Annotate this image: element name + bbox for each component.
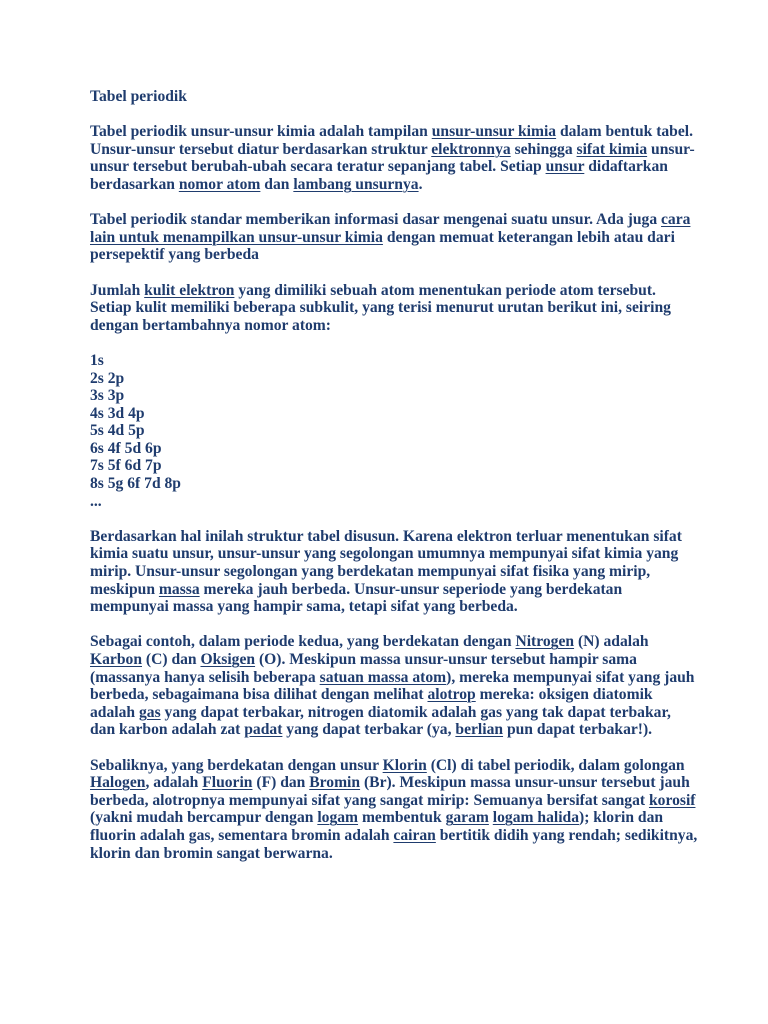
text-run: yang dapat terbakar, nitrogen diatomik adalah gas yang tak dapat terbakar, — [160, 703, 671, 721]
text-line — [90, 370, 690, 388]
text-run: unsur tersebut berubah-ubah secara teratur sepanjang tabel. Setiap — [90, 158, 546, 176]
wiki-link[interactable]: Karbon — [90, 651, 142, 668]
text-run: dengan bertambahnya nomor atom: — [90, 316, 331, 334]
text-run: (O). Meskipun massa unsur-unsur tersebut hampir sama — [255, 651, 637, 668]
wiki-link[interactable]: garam — [445, 809, 489, 827]
text-run: 4s 3d 4p — [90, 404, 145, 422]
wiki-link[interactable]: kulit elektron — [144, 281, 235, 299]
text-line — [90, 176, 690, 194]
text-line — [90, 545, 690, 563]
text-line — [90, 158, 690, 176]
text-line — [90, 229, 690, 247]
text-line — [90, 457, 690, 475]
text-line — [90, 809, 690, 827]
wiki-link[interactable]: Nitrogen — [515, 633, 575, 651]
text-run: mereka jauh berbeda. Unsur-unsur seperiode yang berdekatan — [199, 580, 623, 598]
paragraph — [90, 211, 690, 264]
text-line — [90, 826, 698, 845]
text-line — [90, 845, 690, 863]
text-line — [90, 440, 690, 458]
paragraph — [90, 282, 690, 335]
wiki-link[interactable]: unsur-unsur kimia — [431, 123, 557, 141]
document-page — [90, 88, 698, 880]
text-line — [90, 528, 690, 546]
text-run: dengan memuat keterangan lebih atau dari — [382, 228, 675, 246]
text-run: dalam bentuk tabel. — [556, 123, 694, 141]
wiki-link[interactable]: unsur — [545, 158, 585, 176]
text-line — [90, 686, 690, 704]
text-run: (Br). Meskipun massa unsur-unsur tersebut jauh — [360, 774, 690, 792]
text-line — [90, 405, 690, 423]
text-run: berdasarkan — [90, 175, 179, 193]
text-run: yang dapat terbakar (ya, — [282, 721, 456, 739]
wiki-link[interactable]: satuan massa atom — [319, 668, 447, 686]
text-run: 8s 5g 6f 7d 8p — [90, 475, 181, 493]
text-run: berbeda, sebagaimana bisa dilihat dengan melihat — [90, 686, 428, 704]
text-run: mirip. Unsur-unsur segolongan yang berdekatan mempunyai sifat fisika yang mirip, — [90, 563, 651, 581]
text-run: Tabel periodik unsur-unsur kimia adalah tampilan — [90, 123, 432, 141]
text-line — [90, 282, 690, 300]
text-run: didaftarkan — [584, 158, 668, 176]
text-run: . — [418, 175, 423, 193]
text-line — [90, 352, 690, 370]
wiki-link[interactable]: cara — [661, 211, 691, 229]
text-run: 3s 3p — [90, 387, 125, 405]
text-run: (C) dan — [142, 651, 201, 668]
text-line — [90, 704, 690, 722]
wiki-link[interactable]: elektronnya — [431, 140, 511, 158]
text-run: Jumlah — [90, 281, 145, 299]
text-run: kimia suatu unsur, unsur-unsur yang segolongan umumnya mempunyai sifat kimia yang — [90, 545, 679, 563]
text-line — [90, 140, 695, 159]
wiki-link[interactable]: cairan — [393, 826, 436, 844]
text-run: (yakni mudah bercampur dengan — [90, 809, 318, 827]
text-run: membentuk — [358, 809, 446, 827]
text-run: ), mereka mempunyai sifat yang jauh — [446, 668, 695, 686]
text-run: dan — [260, 175, 294, 193]
document-title: Tabel periodik — [90, 88, 187, 105]
text-run: (N) adalah — [574, 633, 649, 651]
wiki-link[interactable]: logam — [317, 809, 359, 827]
text-run: , adalah — [145, 774, 203, 792]
text-run: yang dimiliki sebuah atom menentukan periode atom tersebut. — [234, 281, 656, 299]
wiki-link[interactable]: Halogen — [90, 774, 146, 792]
text-line — [90, 598, 690, 616]
wiki-link[interactable]: massa — [158, 580, 200, 598]
text-run: Tabel periodik standar memberikan informasi dasar mengenai suatu unsur. Ada juga — [90, 211, 662, 229]
text-run: pun dapat terbakar!). — [503, 721, 653, 739]
text-run: Berdasarkan hal inilah struktur tabel disusun. Karena elektron terluar menentukan sifat — [90, 527, 682, 545]
wiki-link[interactable]: lambang unsurnya — [293, 175, 419, 193]
text-run: ... — [90, 492, 102, 510]
text-run: Setiap kulit memiliki beberapa subkulit, yang terisi menurut urutan berikut ini, seiring — [90, 299, 671, 317]
text-run: (massanya hanya selisih beberapa — [90, 668, 320, 686]
text-run: (F) dan — [252, 774, 310, 792]
text-line — [90, 299, 690, 317]
wiki-link[interactable]: nomor atom — [178, 175, 261, 193]
text-line — [90, 651, 690, 669]
wiki-link[interactable]: lain untuk menampilkan unsur-unsur kimia — [90, 228, 383, 246]
paragraph — [90, 123, 695, 193]
text-run: meskipun — [90, 580, 159, 598]
text-line — [90, 581, 690, 599]
text-run: mereka: oksigen diatomik — [475, 686, 653, 704]
wiki-link[interactable]: berlian — [455, 721, 504, 739]
text-run: Unsur-unsur tersebut diatur berdasarkan struktur — [90, 140, 432, 158]
text-line — [90, 475, 690, 493]
wiki-link[interactable]: korosif — [648, 791, 696, 809]
paragraph — [90, 633, 695, 739]
text-run: fluorin adalah gas, sementara bromin adalah — [90, 826, 394, 844]
text-run: 6s 4f 5d 6p — [90, 439, 162, 457]
wiki-link[interactable]: alotrop — [427, 686, 476, 704]
text-run: (Cl) di tabel periodik, dalam golongan — [426, 756, 685, 774]
text-line — [90, 633, 690, 651]
text-line — [90, 721, 690, 739]
wiki-link[interactable]: padat — [244, 721, 283, 739]
text-run: adalah — [90, 703, 139, 721]
text-run: mempunyai massa yang hampir sama, tetapi sifat yang berbeda. — [90, 598, 518, 616]
text-line — [90, 668, 695, 687]
wiki-link[interactable]: gas — [138, 703, 161, 721]
wiki-link[interactable]: Oksigen — [200, 651, 256, 668]
text-run: berbeda, alotropnya mempunyai sifat yang sangat mirip: Semuanya bersifat sangat — [90, 791, 649, 809]
text-run: 2s 2p — [90, 369, 125, 387]
wiki-link[interactable]: sifat kimia — [576, 140, 648, 158]
text-line — [90, 246, 690, 264]
wiki-link[interactable]: Klorin — [382, 756, 427, 774]
paragraph — [90, 756, 698, 863]
text-line — [90, 791, 696, 810]
text-run: 5s 4d 5p — [90, 422, 145, 440]
document-body — [90, 123, 698, 862]
text-run: dan karbon adalah zat — [90, 721, 245, 739]
text-line — [90, 387, 690, 405]
text-run: 7s 5f 6d 7p — [90, 457, 162, 475]
text-line — [90, 317, 690, 335]
wiki-link[interactable]: Fluorin — [202, 774, 253, 792]
text-run: sehingga — [510, 140, 577, 158]
wiki-link[interactable]: logam halida — [492, 809, 579, 827]
text-run: Sebaliknya, yang berdekatan dengan unsur — [90, 756, 383, 774]
text-run: bertitik didih yang rendah; sedikitnya, — [435, 826, 698, 844]
text-line — [90, 123, 694, 141]
text-run: unsur- — [647, 140, 695, 158]
text-line — [90, 563, 690, 581]
text-run: 1s — [90, 351, 104, 369]
text-run: Sebagai contoh, dalam periode kedua, yang berdekatan dengan — [90, 633, 516, 651]
text-line — [90, 422, 690, 440]
paragraph — [90, 352, 690, 510]
text-line — [90, 774, 690, 792]
text-run: persepektif yang berbeda — [90, 246, 259, 264]
wiki-link[interactable]: Bromin — [309, 774, 361, 792]
paragraph — [90, 528, 690, 616]
text-line — [90, 493, 690, 511]
text-run: klorin dan bromin sangat berwarna. — [90, 844, 333, 862]
text-line — [90, 757, 690, 775]
text-run: ); klorin dan — [579, 809, 664, 827]
text-line — [90, 211, 690, 229]
